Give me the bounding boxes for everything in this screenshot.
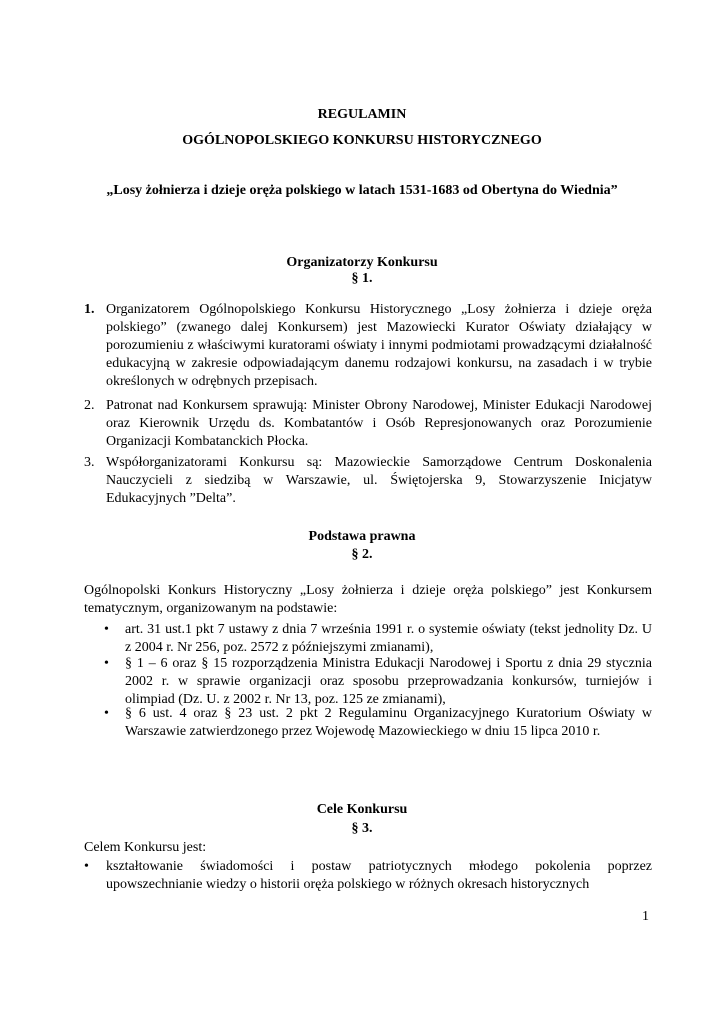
bullet-icon: • <box>104 656 109 671</box>
section3-bullet1: kształtowanie świadomości i postaw patriotycznych młodego pokolenia poprzez upowszechnianie wiedzy o historii oręża polskiego w różnych okresach historycznych <box>106 859 652 892</box>
section2-intro: Ogólnopolski Konkurs Historyczny „Losy żołnierza i dzieje oręża polskiego” jest Konkursem tematycznym, organizowanym na podstawie: <box>84 583 652 616</box>
bullet-icon: • <box>104 622 109 637</box>
section1-item1-number: 1. <box>84 302 95 317</box>
bullet-icon: • <box>104 706 109 721</box>
section1-paragraph-mark: § 1. <box>351 271 373 286</box>
section3-heading: Cele Konkursu <box>316 802 408 817</box>
section1-item2-number: 2. <box>84 398 95 413</box>
section2-bullet1: art. 31 ust.1 pkt 7 ustawy z dnia 7 września 1991 r. o systemie oświaty (tekst jednolity Dz. U z 2004 r. Nr 256, poz. 2572 z późniejszymi zmianami), <box>125 622 652 655</box>
contest-theme: „Losy żołnierza i dzieje oręża polskiego w latach 1531-1683 od Obertyna do Wiednia” <box>106 183 618 198</box>
section1-item3-text: Współorganizatorami Konkursu są: Mazowieckie Samorządowe Centrum Doskonalenia Nauczycieli z siedzibą w Warszawie, ul. Świętojerska 9, Stowarzyszenie Inicjatyw Edukacyjnych ”Delta”. <box>106 455 652 506</box>
section2-bullet3: § 6 ust. 4 oraz § 23 ust. 2 pkt 2 Regulaminu Organizacyjnego Kuratorium Oświaty w Warszawie zatwierdzonego przez Wojewodę Mazowieckiego w dniu 15 lipca 2010 r. <box>125 706 652 739</box>
section1-item2-text: Patronat nad Konkursem sprawują: Minister Obrony Narodowej, Minister Edukacji Narodowej oraz Kierownik Urzędu ds. Kombatantów i Osób Represjonowanych oraz Porozumienie Organizacji Kombatanckich Płocka. <box>106 398 652 449</box>
document-title: REGULAMIN <box>317 107 407 122</box>
section2-paragraph-mark: § 2. <box>351 547 373 562</box>
section3-intro: Celem Konkursu jest: <box>84 840 207 855</box>
section2-bullet2: § 1 – 6 oraz § 15 rozporządzenia Ministra Edukacji Narodowej i Sportu z dnia 29 stycznia 2002 r. w sprawie organizacji oraz sposobu przeprowadzania konkursów, turniejów i olimpiad (Dz. U. z 2002 r. Nr 13, poz. 125 ze zmianami), <box>125 656 652 707</box>
section1-heading: Organizatorzy Konkursu <box>286 255 438 270</box>
section3-paragraph-mark: § 3. <box>351 821 373 836</box>
section1-item3-number: 3. <box>84 455 95 470</box>
section2-heading: Podstawa prawna <box>308 529 416 544</box>
document-subtitle: OGÓLNOPOLSKIEGO KONKURSU HISTORYCZNEGO <box>182 133 542 148</box>
section1-item1-text: Organizatorem Ogólnopolskiego Konkursu Historycznego „Losy żołnierza i dzieje oręża polskiego” (zwanego dalej Konkursem) jest Mazowiecki Kurator Oświaty działający w porozumieniu z właściwymi kuratorami oświaty i innymi podmiotami prowadzącymi działalność edukacyjną w zakresie odpowiadającym danemu rodzajowi konkursu, na zasadach i w trybie określonych w odrębnych przepisach. <box>106 302 652 389</box>
page-number: 1 <box>642 909 649 924</box>
bullet-icon: • <box>84 859 89 874</box>
